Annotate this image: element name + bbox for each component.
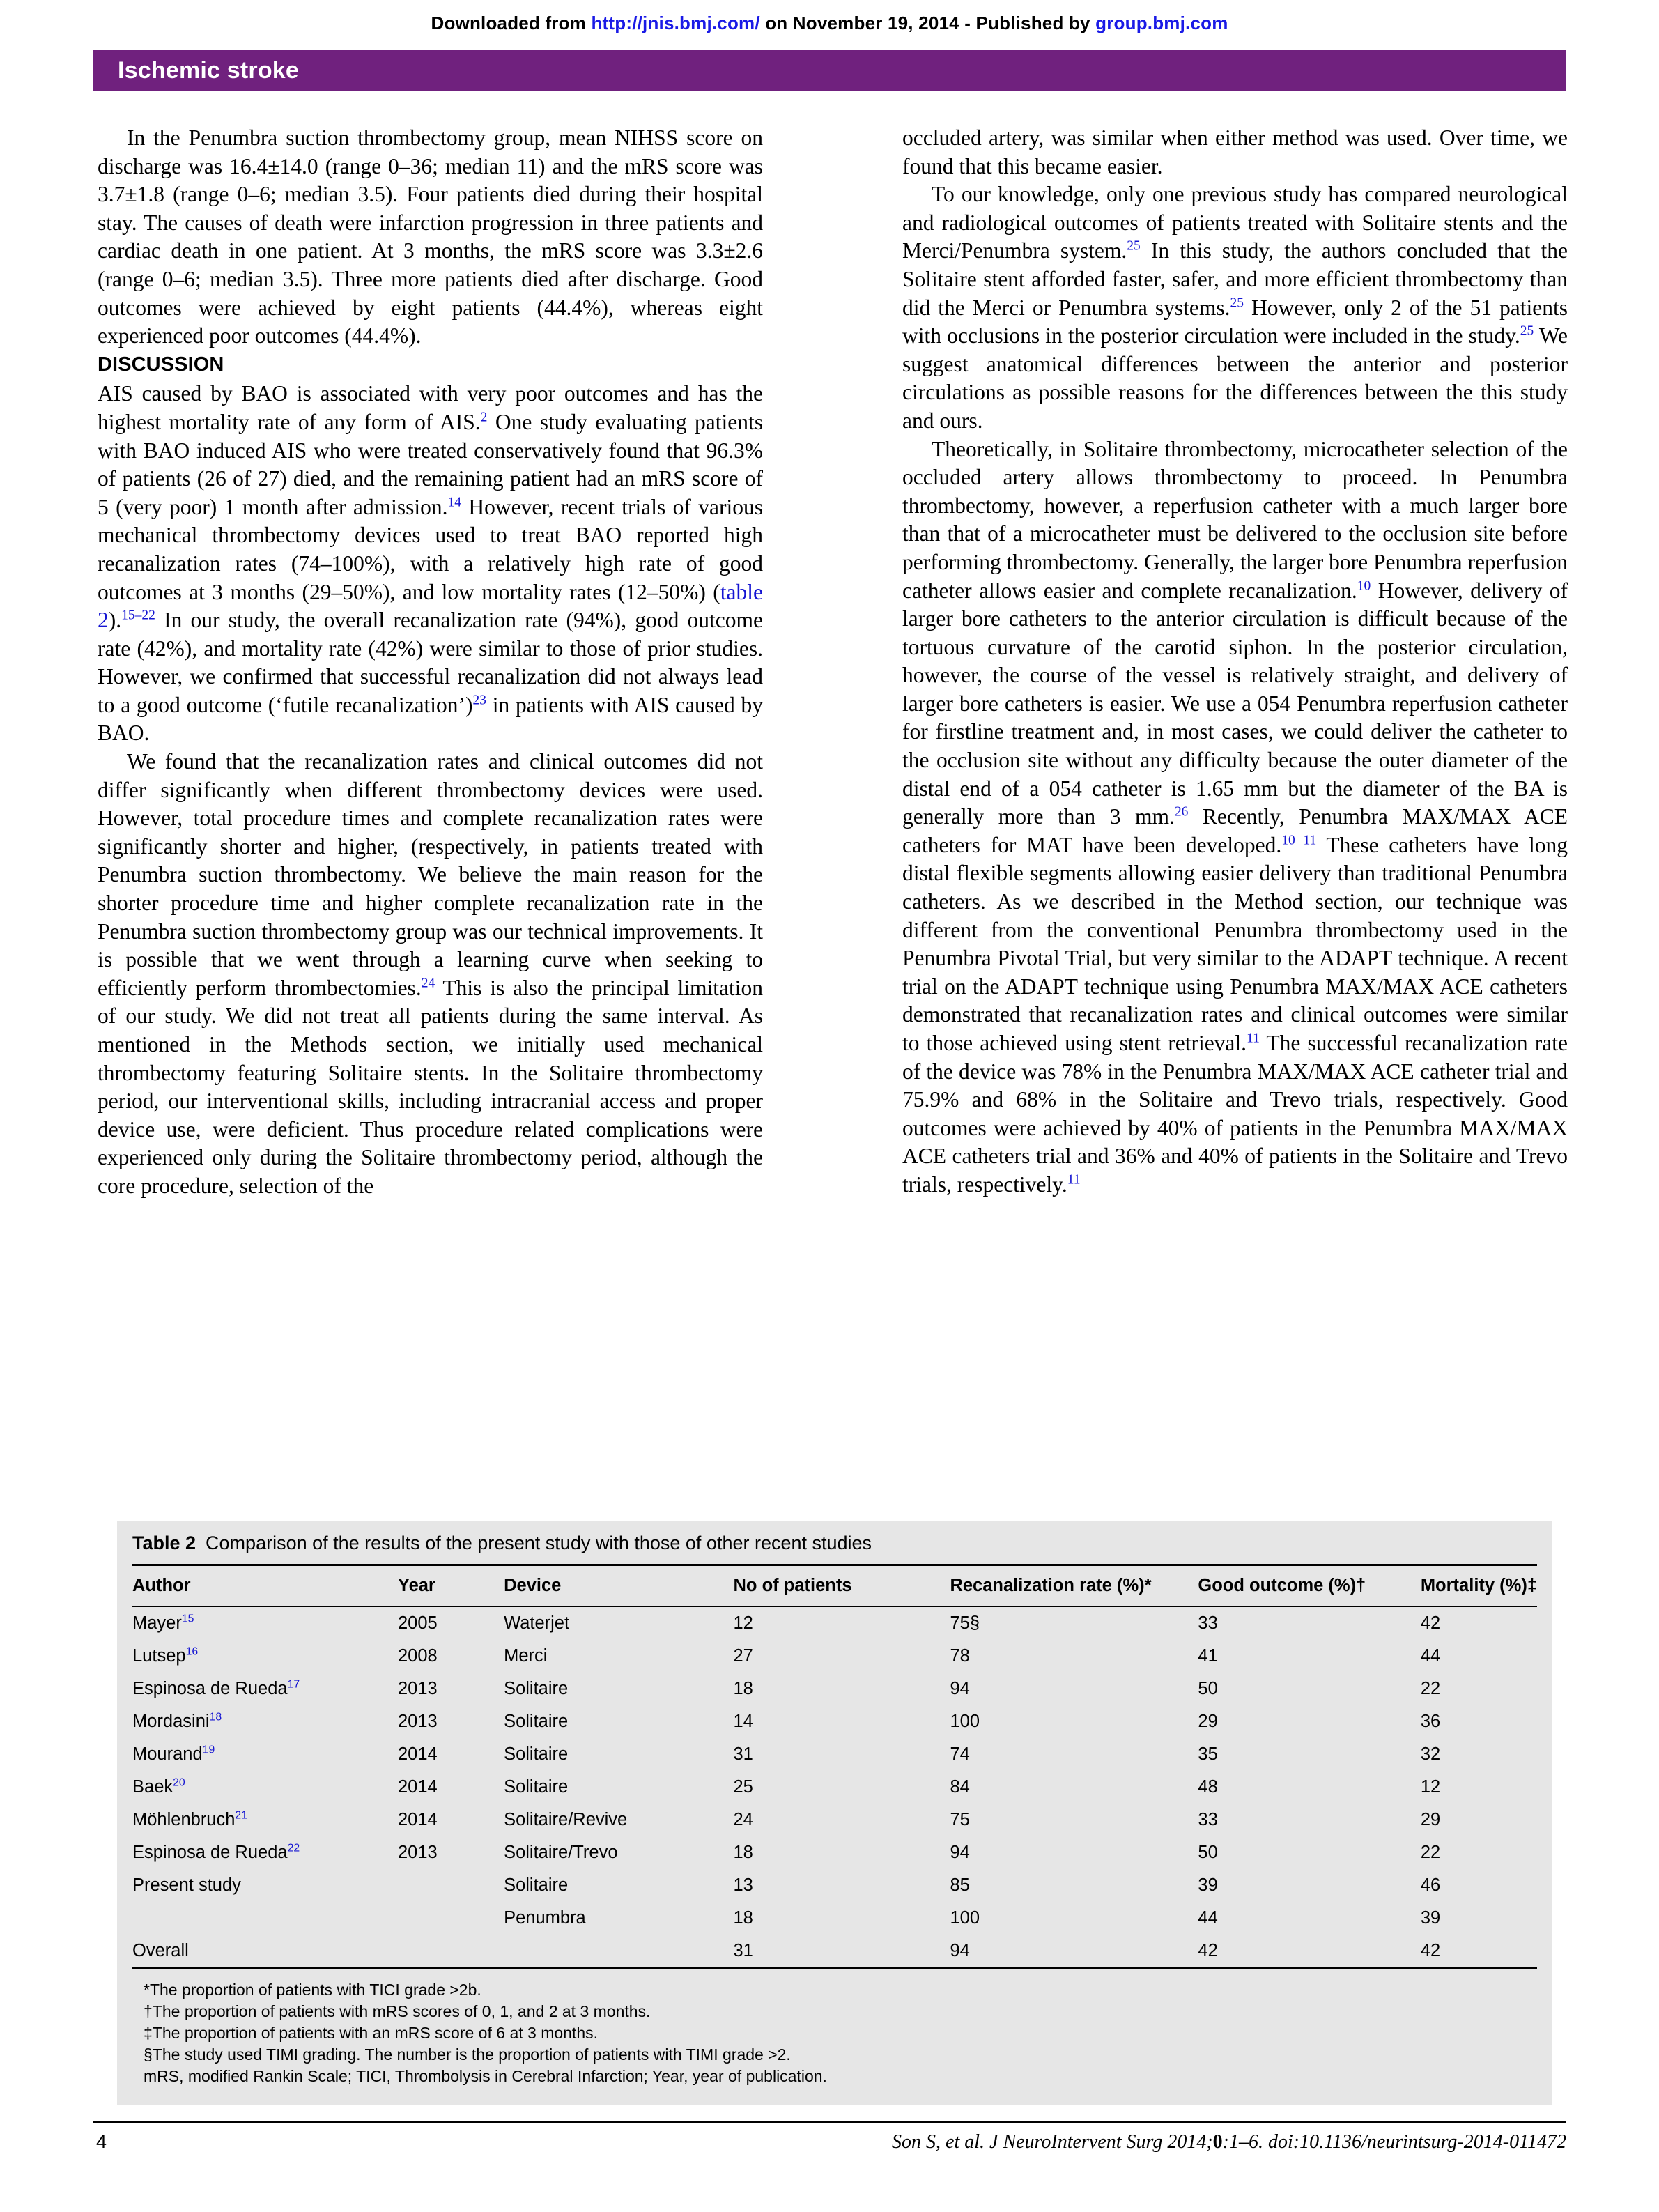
r3-e: The successful recanalization rate of the device was 78% in the Penumbra MAX/MAX ACE catheter trial and 75.9% and 68% in the Solitaire and Trevo trials, respectively. Good outcomes were achieved by 40% of patients in the Penumbra MAX/MAX ACE catheters trial and 36% and 40% of patients in the Solitaire and Trevo trials, respectively. [902, 1031, 1568, 1197]
p3-b: This is also the principal limitation of our study. We did not treat all patients during the same interval. As mentioned in the Methods section, we initially used mechanical thrombectomy featuring Solitaire stents. In the Solitaire thrombectomy period, our interventional skills, including intracranial access and proper device use, were deficient. Thus procedure related complications were experienced only during the Solitaire thrombectomy period, although the core procedure, selection of the [98, 975, 764, 1198]
citation-ref[interactable]: 25 [1520, 323, 1534, 339]
table-row [132, 1836, 1537, 1869]
cell-mortality: 42 [1421, 1935, 1537, 1969]
table2-label: Table 2 [132, 1533, 196, 1553]
column-header-year: Year [398, 1565, 504, 1607]
cell-patients: 12 [733, 1613, 753, 1633]
cell-author: Mourand$^{19}$ [132, 1744, 215, 1764]
cell-good-outcome: 50 [1198, 1843, 1218, 1862]
citation-ref[interactable]: 18 [209, 1711, 222, 1723]
cell-patients: 13 [733, 1875, 753, 1895]
cell-good-outcome: 29 [1198, 1712, 1218, 1731]
r3-a: Theoretically, in Solitaire thrombectomy, microcatheter selection of the occluded artery allows thrombectomy to proceed. In Penumbra thrombectomy, however, a reperfusion catheter with a much larger bore than that of a microcatheter must be delivered to the occlusion site before performing thrombectomy. Generally, the larger bore Penumbra reperfusion catheter allows easier and complete recanalization. [902, 436, 1568, 603]
citation-ref[interactable]: 21 [235, 1809, 247, 1822]
cell-good-outcome: 48 [1198, 1777, 1218, 1797]
cell-recanalization: 94 [950, 1935, 1198, 1969]
p2-a: AIS caused by BAO is associated with very poor outcomes and has the highest mortality rate of any form of AIS. [98, 381, 763, 434]
cell-device [504, 1935, 733, 1969]
p2-b: One study evaluating patients with BAO induced AIS who were treated conservatively found that 96.3% of patients (26 of 27) died, and the remaining patient had an mRS score of 5 (very poor) 1 month after admission. [98, 409, 763, 519]
cell-good-outcome: 35 [1198, 1744, 1218, 1764]
cell-good-outcome: 50 [1198, 1679, 1218, 1698]
table2-caption [117, 1521, 1552, 1564]
jnis-link[interactable]: http://jnis.bmj.com/ [591, 13, 760, 33]
cell-mortality: 44 [1420, 1646, 1441, 1666]
cell-mortality: 39 [1420, 1908, 1441, 1928]
cell-device: Merci [504, 1646, 548, 1666]
cell-patients: 31 [734, 1935, 950, 1969]
paragraph-discussion-2 [98, 748, 763, 1201]
cell-recanalization: 94 [950, 1679, 970, 1698]
table-row [132, 1738, 1537, 1771]
cell-author: Espinosa de Rueda$^{17}$ [132, 1678, 300, 1698]
cell-recanalization: 75§ [950, 1613, 980, 1633]
cell-mortality: 36 [1420, 1712, 1441, 1731]
table-row [132, 1869, 1537, 1902]
cell-device: Solitaire [504, 1679, 569, 1698]
paragraph-results: In the Penumbra suction thrombectomy group, mean NIHSS score on discharge was 16.4±14.0 (range 0–36; median 11) and the mRS score was 3.7±1.8 (range 0–6; median 3.5). Four patients died during their hospital stay. The causes of death were infarction progression in three patients and cardiac death in one patient. At 3 months, the mRS score was 3.3±2.6 (range 0–6; median 3.5). Three more patients died after discharge. Good outcomes were achieved by eight patients (44.4%), whereas eight experienced poor outcomes (44.4%). [98, 125, 763, 348]
footer-citation-a: Son S, et al. J NeuroIntervent Surg 2014; [892, 2131, 1213, 2153]
paragraph-continued: occluded artery, was similar when either method was used. Over time, we found that this became easier. [902, 125, 1568, 178]
cell-patients: 14 [733, 1712, 753, 1731]
download-middle: on November 19, 2014 - Published by [759, 13, 1096, 33]
cell-good-outcome: 33 [1198, 1613, 1218, 1633]
body-columns [98, 124, 1568, 1201]
cell-recanalization: 85 [950, 1875, 970, 1895]
cell-year [398, 1902, 504, 1935]
table-footnote: ‡The proportion of patients with an mRS score of 6 at 3 months. [144, 2024, 599, 2042]
paragraph-theory [902, 436, 1568, 1199]
table-row [132, 1673, 1537, 1705]
table-footnote: *The proportion of patients with TICI grade >2b. [144, 1981, 481, 1999]
cell-patients: 18 [733, 1843, 753, 1862]
running-head-title: Ischemic stroke [118, 56, 300, 84]
left-column [98, 124, 763, 1201]
column-header-mortality: Mortality (%)‡ [1421, 1565, 1537, 1607]
cell-device: Solitaire [504, 1777, 569, 1797]
citation-ref[interactable]: 2 [480, 410, 488, 425]
citation-ref[interactable]: 14 [447, 495, 461, 510]
table2-crossref-link[interactable]: table 2 [98, 579, 763, 633]
table-row [132, 1804, 1537, 1836]
citation-ref[interactable]: 23 [472, 693, 487, 708]
citation-ref[interactable]: 11 [1067, 1172, 1081, 1188]
cell-good-outcome: 39 [1198, 1875, 1218, 1895]
citation-ref[interactable]: 25 [1127, 238, 1141, 254]
r2-a: To our knowledge, only one previous study has compared neurological and radiological outcomes of patients treated with Solitaire stents and the Merci/Penumbra system. [902, 182, 1568, 263]
cell-mortality: 12 [1420, 1777, 1441, 1797]
table2-footnotes [117, 1969, 1552, 2105]
column-header-recanalization: Recanalization rate (%)* [950, 1565, 1198, 1607]
cell-device: Solitaire [504, 1712, 569, 1731]
table-row [132, 1606, 1537, 1640]
citation-ref[interactable]: 16 [185, 1645, 199, 1658]
citation-ref[interactable]: 17 [287, 1678, 300, 1691]
p2-d: ). [108, 608, 122, 633]
table-footnote: †The proportion of patients with mRS scores of 0, 1, and 2 at 3 months. [144, 2002, 651, 2020]
cell-author: Mordasini$^{18}$ [132, 1711, 222, 1731]
cell-good-outcome: 42 [1198, 1935, 1420, 1969]
cell-year: 2013 [397, 1843, 438, 1862]
cell-author: Mayer$^{15}$ [132, 1613, 194, 1633]
column-header-device: Device [504, 1565, 733, 1607]
r3-d: These catheters have long distal flexible segments allowing easier delivery than traditional Penumbra catheters. As we described in the Method section, our technique was different from the conventional Penumbra thrombectomy used in the Penumbra Pivotal Trial, but very similar to the ADAPT technique. A recent trial on the ADAPT technique using Penumbra MAX/MAX ACE catheters demonstrated that recanalization rates and clinical outcomes were similar to those achieved using stent retrieval. [902, 832, 1568, 1055]
citation-ref[interactable]: 25 [1230, 295, 1244, 311]
table-row [132, 1705, 1537, 1738]
table2-caption-text: Comparison of the results of the present study with those of other recent studies [206, 1533, 872, 1553]
cell-year: 2013 [397, 1712, 438, 1731]
cell-year: 2013 [397, 1679, 438, 1698]
cell-year: 2008 [397, 1646, 438, 1666]
r2-b: In this study, the authors concluded that the Solitaire stent afforded faster, safer, and more efficient thrombectomy than did the Merci or Penumbra systems. [902, 238, 1568, 320]
r3-b: However, delivery of larger bore catheters to the anterior circulation is difficult because of the tortuous curvature of the carotid siphon. In the posterior circulation, however, the course of the vessel is relatively straight, and delivery of larger bore catheters is easier. We use a 054 Penumbra reperfusion catheter for firstline treatment and, in most cases, we could deliver the catheter to the occlusion site without any difficulty because the outer diameter of the distal end of a 054 catheter is 1.65 mm but the diameter of the BA is generally more than 3 mm. [902, 578, 1568, 829]
cell-device: Solitaire/Trevo [504, 1843, 618, 1862]
column-header-good-outcome: Good outcome (%)† [1198, 1565, 1420, 1607]
cell-patients: 18 [733, 1908, 753, 1928]
cell-patients: 27 [733, 1646, 753, 1666]
cell-good-outcome: 41 [1198, 1646, 1218, 1666]
cell-recanalization: 75 [950, 1810, 970, 1829]
table-row [132, 1640, 1537, 1673]
cell-year: 2014 [397, 1744, 438, 1764]
table2 [132, 1564, 1537, 1969]
p2-f: in patients with AIS caused by BAO. [98, 692, 763, 746]
citation-ref[interactable]: 11 [1247, 1031, 1260, 1046]
table-row [132, 1902, 1537, 1935]
cell-recanalization: 74 [950, 1744, 970, 1764]
page-number: 4 [96, 2131, 107, 2152]
p2-e: In our study, the overall recanalization rate (94%), good outcome rate (42%), and mortality rate (42%) were similar to those of prior studies. However, we confirmed that successful recanalization did not always lead to a good outcome (‘futile recanalization’) [98, 608, 763, 717]
cell-year [398, 1869, 504, 1902]
cell-recanalization: 84 [950, 1777, 970, 1797]
citation-ref[interactable]: 10 11 [1281, 833, 1317, 848]
column-header-patients: No of patients [734, 1565, 950, 1607]
citation-ref[interactable]: 15 [181, 1613, 194, 1625]
r2-c: However, only 2 of the 51 patients with occlusions in the posterior circulation were included in the study. [902, 295, 1568, 348]
cell-author: Baek$^{20}$ [132, 1776, 185, 1797]
right-column [902, 124, 1568, 1199]
p3-a: We found that the recanalization rates and clinical outcomes did not differ significantly when different thrombectomy devices were used. However, total procedure times and complete recanalization rates were significantly shorter and higher, (respectively, in patients treated with Penumbra suction thrombectomy. We believe the main reason for the shorter procedure time and higher complete recanalization rate in the Penumbra suction thrombectomy group was our technical improvements. It is possible that we went through a learning curve when seeking to efficiently perform thrombectomies. [98, 749, 763, 1000]
cell-device: Waterjet [504, 1613, 570, 1633]
footer-citation-b: :1–6. doi:10.1136/neurintsurg-2014-011472 [1222, 2131, 1566, 2153]
cell-author: Present study [132, 1875, 241, 1895]
section-heading-discussion: DISCUSSION [98, 353, 224, 376]
footer-volume: 0 [1212, 2131, 1223, 2153]
cell-year: 2014 [397, 1777, 438, 1797]
cell-author [132, 1902, 398, 1935]
p2-c: However, recent trials of various mechanical thrombectomy devices used to treat BAO reported high recanalization rates (74–100%), with a relatively high rate of good outcomes at 3 months (29–50%), and low mortality rates (12–50%) ( [98, 494, 764, 604]
cell-patients: 31 [733, 1744, 753, 1764]
citation-ref[interactable]: 19 [202, 1744, 215, 1756]
citation-ref[interactable]: 24 [421, 976, 435, 991]
cell-device: Penumbra [504, 1908, 586, 1928]
citation-ref[interactable]: 20 [173, 1776, 185, 1789]
footer-citation [892, 2131, 1566, 2153]
cell-good-outcome: 33 [1198, 1810, 1218, 1829]
running-head-banner [93, 50, 1566, 91]
column-header-author: Author [132, 1565, 398, 1607]
citation-ref[interactable]: 22 [287, 1842, 300, 1854]
cell-patients: 24 [733, 1810, 753, 1829]
cell-year: 2005 [397, 1613, 438, 1633]
table-footnote: §The study used TIMI grading. The number is the proportion of patients with TIMI grade >2. [144, 2045, 791, 2064]
table-row [132, 1771, 1537, 1804]
cell-recanalization: 100 [950, 1908, 980, 1928]
paragraph-comparison [902, 181, 1568, 435]
cell-author: Espinosa de Rueda$^{22}$ [132, 1842, 300, 1862]
r3-c: Recently, Penumbra MAX/MAX ACE catheters for MAT have been developed. [902, 804, 1568, 857]
cell-year: 2014 [397, 1810, 438, 1829]
citation-ref[interactable]: 15–22 [121, 608, 155, 623]
citation-ref[interactable]: 26 [1174, 804, 1189, 820]
footer-rule [93, 2121, 1566, 2123]
download-prefix: Downloaded from [431, 13, 592, 33]
group-bmj-link[interactable]: group.bmj.com [1095, 13, 1228, 33]
cell-mortality: 42 [1420, 1613, 1441, 1633]
cell-device: Solitaire [504, 1744, 569, 1764]
r2-d: We suggest anatomical differences between the anterior and posterior circulations as possible reasons for the differences between the this study and ours. [902, 323, 1568, 433]
table-footnote: mRS, modified Rankin Scale; TICI, Thrombolysis in Cerebral Infarction; Year, year of publication. [144, 2067, 827, 2085]
cell-year [398, 1935, 504, 1969]
cell-recanalization: 94 [950, 1843, 970, 1862]
table2-block [117, 1521, 1552, 2105]
table-header-row [132, 1565, 1537, 1607]
paragraph-discussion-1 [98, 380, 763, 748]
cell-author: Möhlenbruch$^{21}$ [132, 1809, 247, 1829]
cell-recanalization: 78 [950, 1646, 970, 1666]
cell-patients: 25 [733, 1777, 753, 1797]
citation-ref[interactable]: 10 [1357, 578, 1371, 593]
cell-mortality: 22 [1420, 1843, 1441, 1862]
cell-author: Lutsep$^{16}$ [132, 1645, 199, 1666]
cell-mortality: 32 [1420, 1744, 1441, 1764]
cell-author: Overall [132, 1935, 398, 1969]
cell-mortality: 29 [1420, 1810, 1441, 1829]
cell-recanalization: 100 [950, 1712, 980, 1731]
cell-device: Solitaire/Revive [504, 1810, 628, 1829]
cell-device: Solitaire [504, 1875, 569, 1895]
cell-mortality: 22 [1420, 1679, 1441, 1698]
download-notice [0, 13, 1659, 34]
cell-mortality: 46 [1420, 1875, 1441, 1895]
cell-good-outcome: 44 [1198, 1908, 1218, 1928]
cell-patients: 18 [733, 1679, 753, 1698]
table-row [132, 1935, 1537, 1969]
